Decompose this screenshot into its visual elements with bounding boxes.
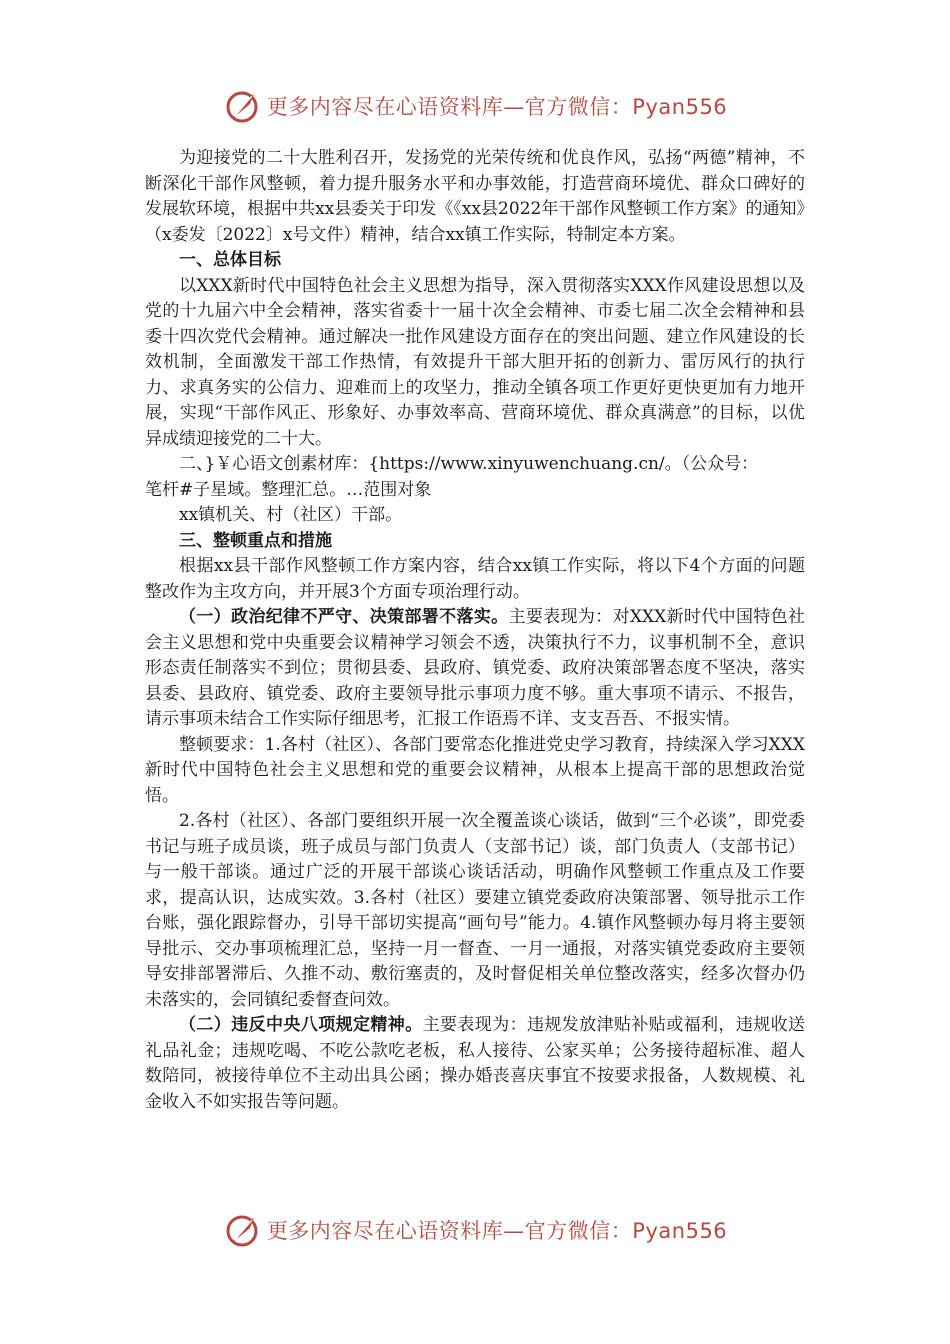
requirement-paragraph: 整顿要求：1.各村（社区）、各部门要常态化推进党史学习教育，持续深入学习XXX新时代中国特色社会主义思想和党的重要会议精神，从根本上提高干部的思想政治觉悟。 [145,734,805,806]
feather-pen-logo-icon [223,1210,263,1250]
intro-paragraph: 为迎接党的二十大胜利召开，发扬党的光荣传统和优良作风，弘扬“两德”精神，不断深化干部作风整顿，着力提升服务水平和办事效能，打造营商环境优、群众口碑好的发展软环境，根据中共xx县委关于印发《《xx县2022年干部作风整顿工作方案》的通知》（x委发〔2022〕x号文件）精神，结合xx镇工作实际，特制定本方案。 [145,148,805,245]
header-banner [0,84,950,128]
section-heading-3: 三、整顿重点和措施 [179,530,332,551]
banner-text: 更多内容尽在心语资料库—官方微信：Pyan556 [266,1219,728,1243]
item-1-body: 主要表现为：对XXX新时代中国特色社会主义思想和党中央重要会议精神学习领会不透，决策执行不力，议事机制不全，意识形态责任制落实不到位；贯彻县委、县政府、镇党委、政府决策部署态度不坚决，落实县委、县政府、镇党委、政府主要领导批示事项力度不够。重大事项不请示、不报告，请示事项未结合工作实际仔细思考，汇报工作语焉不详、支支吾吾、不报实情。 [145,607,805,729]
item-1-paragraph [145,605,805,733]
goal-paragraph: 以XXX新时代中国特色社会主义思想为指导，深入贯彻落实XXX作风建设思想以及党的十九届六中全会精神，落实省委十一届十次全会精神、市委七届二次全会精神和县委十四次党代会精神。通过解决一批作风建设方面存在的突出问题、建立作风建设的长效机制，全面激发干部工作热情，有效提升干部大胆开拓的创新力、雷厉风行的执行力、求真务实的公信力、迎难而上的攻坚力，推动全镇各项工作更好更快更加有力地开展，实现“干部作风正、形象好、办事效率高、营商环境优、群众真满意”的目标，以优异成绩迎接党的二十大。 [145,275,805,449]
requirement-paragraph-2: 2.各村（社区）、各部门要组织开展一次全覆盖谈心谈话，做到“三个必谈”，即党委书记与班子成员谈，班子成员与部门负责人（支部书记）谈，部门负责人（支部书记）与一般干部谈。通过广泛的开展干部谈心谈话活动，明确作风整顿工作重点及工作要求，提高认识，达成实效。3.各村（社区）要建立镇党委政府决策部署、领导批示工作台账，强化跟踪督办，引导干部切实提高“画句号”能力。4.镇作风整顿办每月将主要领导批示、交办事项梳理汇总，坚持一月一督查、一月一通报，对落实镇党委政府主要领导安排部署滞后、久推不动、敷衍塞责的，及时督促相关单位整改落实，经多次督办仍未落实的，会同镇纪委督查问效。 [145,811,805,1010]
section-heading-1: 一、总体目标 [179,250,281,270]
document-body [145,146,805,1115]
section-heading-2-line2: 笔杆#子星域。整理汇总。…范围对象 [145,479,432,500]
banner-text: 更多内容尽在心语资料库—官方微信：Pyan556 [266,95,728,119]
section-heading-2-line1: 二、}￥心语文创素材库：{https://www.xinyuwenchuang.cn/。（公众号： [179,454,759,474]
item-1-title: （一）政治纪律不严守、决策部署不落实。 [179,607,509,627]
scope-paragraph: xx镇机关、村（社区）干部。 [179,505,403,525]
item-2-title: （二）违反中央八项规定精神。 [179,1015,423,1035]
feather-pen-logo-icon [223,86,263,126]
focus-paragraph: 根据xx县干部作风整顿工作方案内容，结合xx镇工作实际，将以下4个方面的问题整改作为主攻方向，并开展3个方面专项治理行动。 [145,556,805,602]
item-2-paragraph [145,1013,805,1115]
footer-banner [0,1208,950,1252]
item-2-body: 主要表现为：违规发放津贴补贴或福利，违规收送礼品礼金；违规吃喝、不吃公款吃老板，私人接待、公家买单；公务接待超标准、超人数陪同，被接待单位不主动出具公函；操办婚丧喜庆事宜不按要求报备，人数规模、礼金收入不如实报告等问题。 [145,1015,806,1112]
